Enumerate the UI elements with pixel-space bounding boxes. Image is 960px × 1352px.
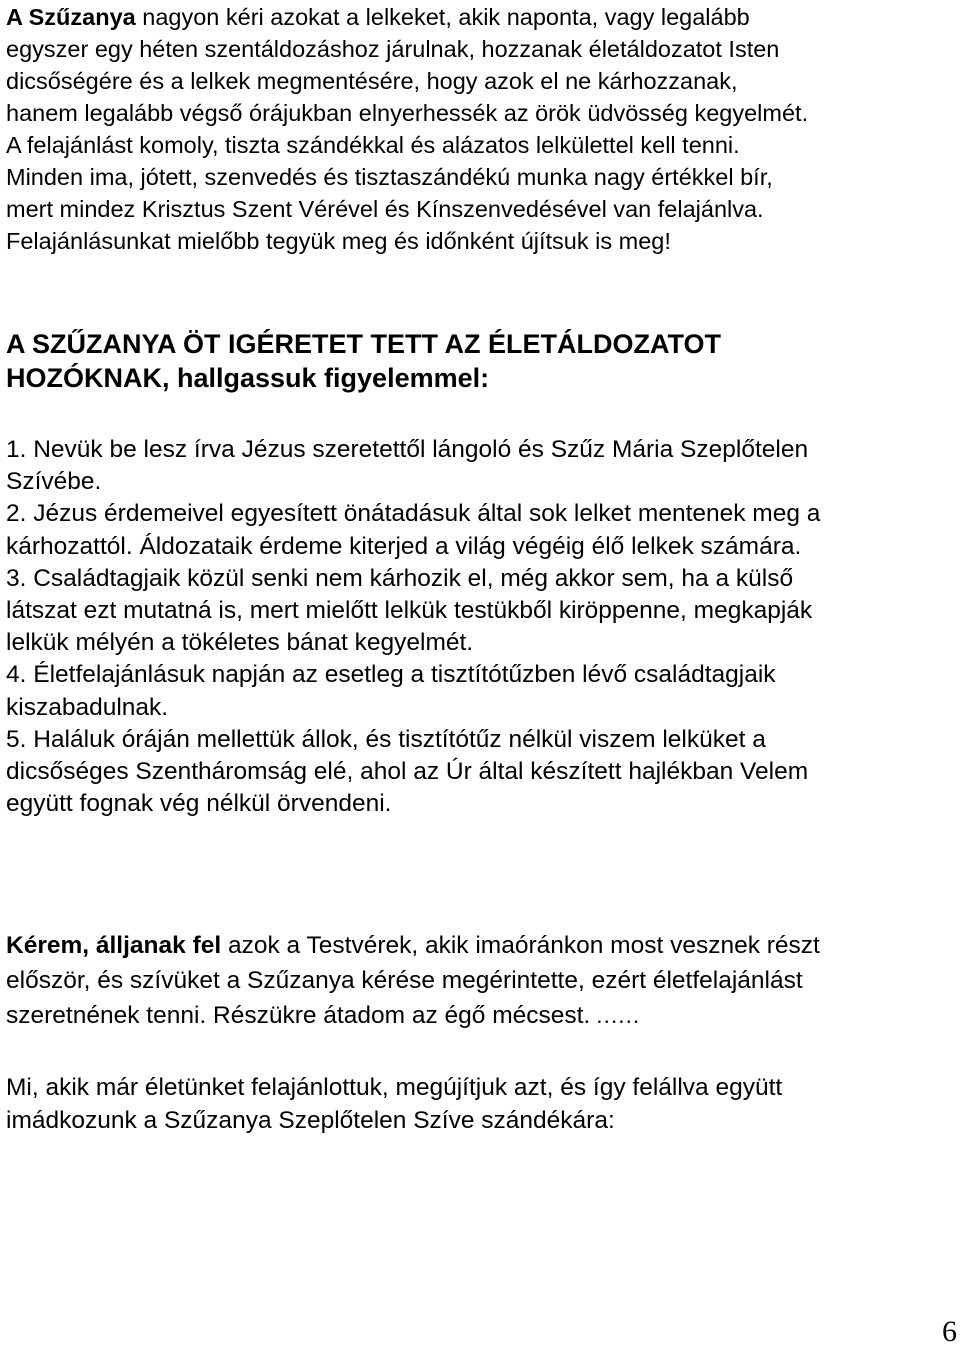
final-line: Mi, akik már életünket felajánlottuk, megújítjuk azt, és így felállva együtt — [6, 1074, 783, 1101]
ellipsis-dots: …… — [590, 1003, 640, 1028]
intro-paragraph — [6, 0, 950, 257]
promise-line: látszat ezt mutatná is, mert mielőtt lelkük testükből kiröppenne, megkapják — [6, 597, 813, 625]
intro-line: Minden ima, jótett, szenvedés és tisztaszándékú munka nagy értékkel bír, — [6, 164, 773, 190]
intro-bold-lead: A Szűzanya — [6, 4, 136, 30]
intro-line: egyszer egy héten szentáldozáshoz járulnak, hozzanak életáldozatot Isten — [6, 36, 780, 62]
promises-list — [6, 434, 950, 820]
promise-line: lelkük mélyén a tökéletes bánat kegyelmét. — [6, 629, 474, 657]
intro-line: hanem legalább végső órájukban elnyerhessék az örök üdvösség kegyelmét. — [6, 100, 809, 126]
intro-line: Felajánlásunkat mielőbb tegyük meg és időnként újítsuk is meg! — [6, 228, 671, 254]
promise-line: 1. Nevük be lesz írva Jézus szeretettől lángoló és Szűz Mária Szeplőtelen — [6, 436, 809, 463]
intro-line: mert mindez Krisztus Szent Vérével és Kínszenvedésével van felajánlva. — [6, 196, 764, 222]
intro-line-rest: nagyon kéri azokat a lelkeket, akik naponta, vagy legalább — [135, 4, 750, 30]
promise-line: 3. Családtagjaik közül senki nem kárhozik el, még akkor sem, ha a külső — [6, 564, 794, 592]
heading-line: A SZŰZANYA ÖT IGÉRETET TETT AZ ÉLETÁLDOZATOT — [6, 329, 721, 359]
closing-line-text: szeretnének tenni. Részükre átadom az égő mécsest. — [6, 1002, 591, 1029]
closing-line-rest: azok a Testvérek, akik imaóránkon most vesznek részt — [221, 932, 820, 959]
promise-line: 2. Jézus érdemeivel egyesített önátadásuk által sok lelket mentenek meg a — [6, 500, 821, 528]
page-number: 6 — [942, 1315, 957, 1348]
closing-bold-lead: Kérem, álljanak fel — [6, 932, 222, 959]
intro-line: A felajánlást komoly, tiszta szándékkal és alázatos lelkülettel kell tenni. — [6, 132, 740, 158]
final-paragraph — [6, 1071, 950, 1137]
final-line: imádkozunk a Szűzanya Szeplőtelen Szíve szándékára: — [6, 1107, 615, 1134]
promise-line: együtt fognak vég nélkül örvendeni. — [6, 790, 392, 818]
closing-line — [6, 998, 950, 1033]
promise-line: 4. Életfelajánlásuk napján az esetleg a tisztítótűzben lévő családtagjaik — [6, 661, 776, 689]
section-heading — [6, 327, 950, 395]
intro-line: dicsőségére és a lelkek megmentésére, hogy azok el ne kárhozzanak, — [6, 68, 738, 94]
promise-line: 5. Haláluk óráján mellettük állok, és tisztítótűz nélkül viszem lelküket a — [6, 725, 766, 753]
closing-line — [6, 928, 950, 963]
closing-paragraph — [6, 928, 950, 1033]
intro-line — [6, 1, 950, 33]
heading-line: HOZÓKNAK, hallgassuk figyelemmel: — [6, 363, 490, 393]
promise-line: kiszabadulnak. — [6, 693, 169, 721]
closing-line: először, és szívüket a Szűzanya kérése megérintette, ezért életfelajánlást — [6, 967, 803, 994]
promise-line: Szívébe. — [6, 468, 102, 496]
promise-line: dicsőséges Szentháromság elé, ahol az Úr által készített hajlékban Velem — [6, 758, 809, 786]
promise-line: kárhozattól. Áldozataik érdeme kiterjed a világ végéig élő lelkek számára. — [6, 532, 802, 560]
